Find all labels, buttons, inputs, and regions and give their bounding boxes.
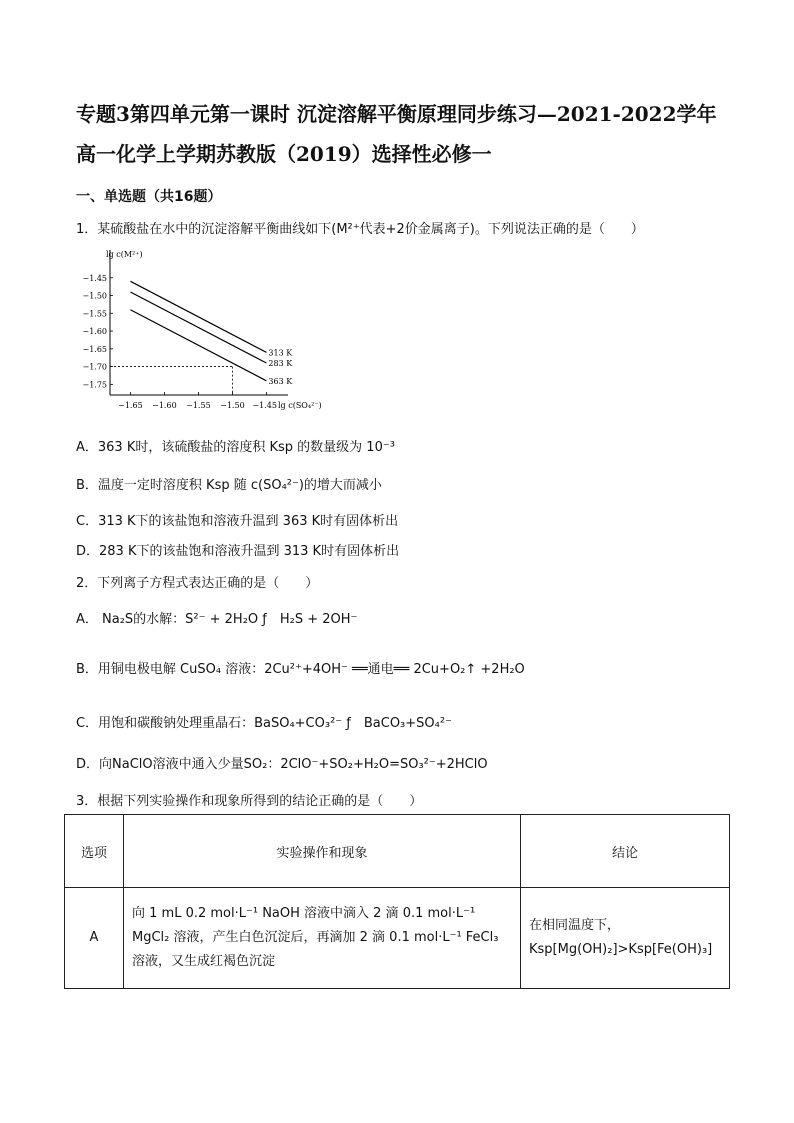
q1-option-a: A．363 K时，该硫酸盐的溶度积 Ksp 的数量级为 10⁻³ [76, 440, 395, 455]
y-tick-label: −1.45 [82, 273, 107, 283]
q1-option-c: C．313 K下的该盐饱和溶液升温到 363 K时有固体析出 [76, 514, 399, 529]
y-tick-label: −1.75 [82, 380, 107, 390]
q1-option-b: B．温度一定时溶度积 Ksp 随 c(SO₄²⁻)的增大而减小 [76, 478, 382, 493]
q2-stem: 2．下列离子方程式表达正确的是（ ） [76, 576, 319, 591]
x-tick-label: −1.60 [152, 401, 177, 410]
q2-option-c: C．用饱和碳酸钠处理重晶石：BaSO₄+CO₃²⁻ ƒ BaCO₃+SO₄²⁻ [76, 716, 452, 731]
q3-stem: 3．根据下列实验操作和现象所得到的结论正确的是（ ） [76, 794, 423, 809]
x-tick-label: −1.45 [252, 401, 277, 410]
q3-header-option: 选项 [65, 815, 124, 888]
series-line [130, 310, 266, 381]
series-line [130, 292, 266, 363]
q3-table-header [65, 815, 730, 888]
x-axis-label: lg c(SO₄²⁻) [278, 401, 322, 410]
table-row [65, 888, 730, 989]
q2-option-d: D．向NaClO溶液中通入少量SO₂：2ClO⁻+SO₂+H₂O=SO₃²⁻+2HClO [76, 757, 488, 772]
y-tick-label: −1.50 [82, 291, 107, 301]
q1-option-d: D．283 K下的该盐饱和溶液升温到 313 K时有固体析出 [76, 544, 400, 559]
q3-row-operation: 向 1 mL 0.2 mol·L⁻¹ NaOH 溶液中滴入 2 滴 0.1 mol·L⁻¹ MgCl₂ 溶液，产生白色沉淀后，再滴加 2 滴 0.1 mol·L⁻¹ FeCl₃ 溶液，又生成红褐色沉淀 [124, 888, 521, 989]
q3-conclusion-line-1: 在相同温度下， [529, 918, 621, 933]
y-tick-label: −1.60 [82, 327, 107, 337]
solubility-chart [80, 245, 322, 415]
series-label: 363 K [268, 376, 293, 386]
x-tick-label: −1.50 [220, 401, 245, 410]
q1-stem: 1．某硫酸盐在水中的沉淀溶解平衡曲线如下(M²⁺代表+2价金属离子)。下列说法正确的是（ ） [76, 222, 644, 237]
y-axis-label: lg c(M²⁺) [106, 250, 143, 259]
y-tick-label: −1.70 [82, 362, 107, 372]
x-tick-label: −1.65 [118, 401, 143, 410]
title-line-2: 高一化学上学期苏教版（2019）选择性必修一 [76, 142, 492, 166]
q3-conclusion-line-2: Ksp[Mg(OH)₂]>Ksp[Fe(OH)₃] [529, 942, 713, 957]
q2-option-b: B．用铜电极电解 CuSO₄ 溶液：2Cu²⁺+4OH⁻ ══通电══ 2Cu+O₂↑ +2H₂O [76, 662, 525, 677]
series-line [130, 281, 266, 352]
series-label: 313 K [268, 348, 293, 358]
y-tick-label: −1.55 [82, 309, 107, 319]
y-tick-label: −1.65 [82, 344, 107, 354]
q3-row-conclusion [521, 888, 730, 989]
q3-header-operation: 实验操作和现象 [124, 815, 521, 888]
section-heading: 一、单选题（共16题） [76, 189, 222, 205]
q3-table [64, 814, 730, 989]
q3-row-option: A [65, 888, 124, 989]
document-title [76, 94, 726, 174]
x-tick-label: −1.55 [186, 401, 211, 410]
title-line-1: 专题3第四单元第一课时 沉淀溶解平衡原理同步练习—2021-2022学年 [76, 102, 717, 126]
q3-header-conclusion: 结论 [521, 815, 730, 888]
series-label: 283 K [268, 359, 293, 369]
q2-option-a: A． Na₂S的水解：S²⁻ + 2H₂O ƒ H₂S + 2OH⁻ [76, 612, 358, 627]
